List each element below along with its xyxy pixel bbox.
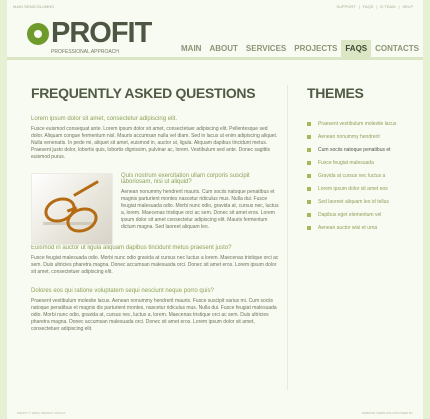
nav-main[interactable]: MAIN [181, 44, 202, 53]
answer-4: Praesent vestibulum molestie lacus. Aenean nonummy hendrerit mauris. Fusce suscipit varius mi. Cum sociis natoque penatibus et magnis dis parturient montes, nascetur ridiculus mus. Nulla dui. Fusce feugiat malesuada odio. Morbi nunc odio, gravida at, cursus nec, luctus a, lorem. Maecenas tristique orci ac sem. Duis ultricies pharetra magna. Donec accumsan malesuada orci. Donec sit amet eros. Lorem ipsum dolor sit amet, consectetuer adipiscing elit. [31, 298, 277, 332]
top-link-e-team[interactable]: E-TEAM [380, 4, 396, 9]
nav-services[interactable]: SERVICES [245, 44, 287, 53]
glasses-image [31, 173, 113, 245]
theme-item-label: Sed laoreet aliquam leo id tellus [318, 198, 389, 205]
faq-2-text [121, 173, 279, 245]
nav-about[interactable]: ABOUT [209, 44, 238, 53]
topbar [7, 0, 423, 13]
square-bullet-icon [307, 187, 311, 191]
answer-2: Aenean nonummy hendrerit mauris. Cum sociis natoque penatibus et magnis parturient montes nascetur ridiculus mus. Nulla dui. Fusce feugiat malesuada odio. Morbi nunc odio, gravida at, cursus nec, luctus a, lorem. Maecenas tristique orci ac sem. Donec sit amet eros. Lorem ipsum dolor sit amet consectetur adipiscing elit. Mauris fermentum dictum magna. Sed laoreet aliquam leo. [121, 189, 279, 230]
nav-underline [7, 57, 423, 60]
main-content [31, 85, 279, 345]
brand-tagline: PROFESSIONAL APPROACH [51, 49, 119, 55]
theme-item-label: Cum sociis natoque penatibus et [318, 146, 391, 153]
theme-item[interactable] [307, 195, 415, 208]
top-link-help[interactable]: HELP [402, 4, 413, 9]
nav-faqs[interactable]: FAQS [341, 40, 371, 57]
theme-item-label: Gravida at cursus nec luctus a [318, 172, 386, 179]
square-bullet-icon [307, 213, 311, 217]
theme-item-label: Fusce feugiat malesuada [318, 159, 374, 166]
footer [7, 406, 423, 419]
top-link-faqs[interactable]: FAQS [362, 4, 374, 9]
theme-item[interactable] [307, 182, 415, 195]
top-link-separator: | [376, 4, 378, 9]
question-2: Quis nostrum exercitation ullam corporis suscipit laboriosam, nisi ut aliquid? [121, 173, 250, 185]
answer-1: Fusce euismod consequat ante. Lorem ipsum dolor sit amet, consectetuer adipiscing elit. Pellentesque sed dolor. Aliquam congue fermentum nisl. Mauris accumsan nulla vel diam. Sed in lacus ut enim adipiscing aliquet. Nulla venenatis. In pede mi, aliquet sit amet, euismod in, auctor ut, ligula. Aliquam dapibus tincidunt metus. Praesent justo dolor, lobortis quis, lobortis dignissim, pulvinar ac, lorem. Vestibulum sed ante. Donec sagittis euismod purus. [31, 126, 278, 160]
square-bullet-icon [307, 161, 311, 165]
theme-item-label: Aenean auctor wisi et urna [318, 224, 378, 231]
theme-item[interactable] [307, 221, 415, 234]
faq-row-with-image [31, 173, 279, 245]
topbar-left-text: MAIN SEMICOLUMNS [13, 4, 54, 9]
themes-list [307, 117, 415, 234]
theme-item[interactable] [307, 143, 415, 156]
footer-left: PROFIT © 2008 | PRIVACY POLICY [17, 410, 66, 415]
square-bullet-icon [307, 148, 311, 152]
question-1: Lorem ipsum dolor sit amet, consectetur adipiscing elit. [31, 116, 178, 122]
column-divider [287, 85, 288, 390]
sidebar-title: THEMES [307, 85, 364, 101]
answer-3: Fusce feugiat malesuada odio. Morbi nunc odio gravida at cursus nec luctus a lorem. Maecenas tristique orci ac sem. Duis ultricies pharetra magna. Donec accumsan malesuada orci. Donec sit amet eros. Lorem ipsum dolor sit amet, consectetuer adipiscing elit. [31, 255, 279, 275]
theme-item[interactable] [307, 169, 415, 182]
top-link-separator: | [398, 4, 400, 9]
theme-item-label: Lorem ipsum dolor sit amet eos [318, 185, 388, 192]
theme-item[interactable] [307, 208, 415, 221]
theme-item-label: Praesent vestibulum molestie lacus [318, 120, 397, 127]
square-bullet-icon [307, 226, 311, 230]
brand-name: PROFIT [51, 17, 152, 49]
glasses-temple [73, 180, 99, 197]
top-link-support[interactable]: SUPPORT [336, 4, 356, 9]
square-bullet-icon [307, 122, 311, 126]
nav-projects[interactable]: PROJECTS [294, 44, 338, 53]
square-bullet-icon [307, 200, 311, 204]
square-bullet-icon [307, 174, 311, 178]
main-nav [177, 40, 423, 57]
top-links [336, 4, 413, 9]
footer-right: WEBSITE TEMPLATE PROVIDED BY [361, 410, 413, 415]
question-4: Dolores eos qui ratione voluptatem sequi nesciunt neque porro quis? [31, 288, 214, 294]
theme-item-label: Dapibus eget elementum vel [318, 211, 382, 218]
theme-item[interactable] [307, 156, 415, 169]
square-bullet-icon [307, 135, 311, 139]
top-link-separator: | [358, 4, 360, 9]
page [7, 0, 423, 419]
theme-item[interactable] [307, 117, 415, 130]
question-3: Euismod in auctor ut ligula aliquam dapibus tincidunt metus praesent justo? [31, 245, 232, 251]
page-title: FREQUENTLY ASKED QUESTIONS [31, 85, 256, 101]
nav-contacts[interactable]: CONTACTS [375, 44, 419, 53]
theme-item-label: Aenean nonummy hendrerit [318, 133, 380, 140]
logo-text [51, 17, 152, 55]
theme-item[interactable] [307, 130, 415, 143]
gear-icon [27, 23, 49, 45]
logo[interactable] [27, 17, 152, 55]
sidebar [307, 85, 415, 234]
